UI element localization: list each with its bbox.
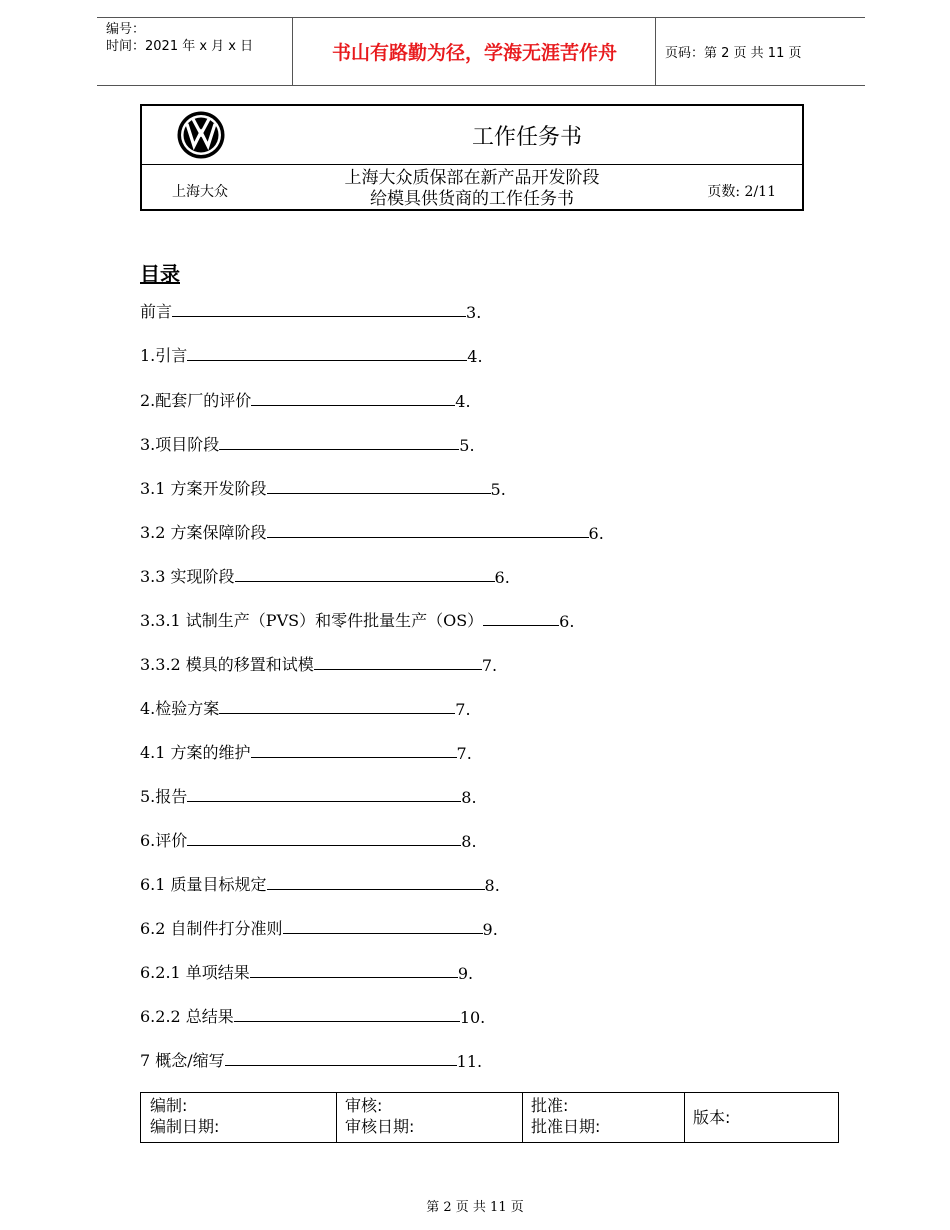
toc-page: 5. — [459, 436, 475, 455]
toc-page: 8. — [461, 832, 477, 851]
subtitle-line: 上海大众质保部在新产品开发阶段 — [344, 168, 600, 188]
toc-label: 3.2 方案保障阶段 — [140, 523, 267, 542]
toc-label: 6.2.2 总结果 — [140, 1007, 234, 1026]
compile-date-label: 编制日期: — [150, 1117, 220, 1136]
header-motto: 书山有路勤为径，学海无涯苦作舟 — [331, 42, 617, 64]
toc-leader — [251, 756, 457, 758]
title-divider — [142, 164, 802, 165]
toc-page: 5. — [490, 480, 506, 499]
page-count: 页数: 2/11 — [707, 184, 776, 200]
number-label: 编号： — [106, 22, 146, 37]
toc-leader — [234, 1020, 460, 1022]
toc-leader — [187, 359, 467, 361]
toc-page: 8. — [484, 876, 500, 895]
toc-leader — [251, 404, 455, 406]
toc-label: 1.引言 — [140, 346, 188, 365]
review-date-label: 审核日期: — [345, 1117, 415, 1136]
toc-leader — [283, 932, 483, 934]
toc-leader — [235, 580, 495, 582]
time-label: 时间：2021 年 x 月 x 日 — [106, 39, 254, 54]
toc-label: 3.3.1 试制生产（PVS）和零件批量生产（OS） — [140, 611, 484, 630]
toc-page: 11. — [456, 1052, 483, 1071]
toc-entry[interactable] — [140, 1003, 485, 1027]
toc-page: 9. — [457, 964, 474, 983]
compile-cell — [141, 1093, 336, 1142]
approve-date-label: 批准日期: — [531, 1117, 601, 1136]
toc-entry[interactable] — [140, 739, 472, 763]
title-box — [140, 104, 804, 211]
toc-leader — [187, 844, 461, 846]
toc-page: 6. — [588, 524, 604, 543]
toc-leader — [267, 492, 491, 494]
subtitle-line: 给模具供货商的工作任务书 — [370, 189, 574, 209]
toc-leader — [219, 448, 459, 450]
approve-label: 批准: — [531, 1096, 569, 1115]
toc-leader — [483, 624, 559, 626]
toc-entry[interactable] — [140, 475, 506, 499]
toc-entry[interactable] — [140, 871, 500, 895]
toc-page: 10. — [459, 1008, 486, 1027]
toc-entry[interactable] — [140, 431, 475, 455]
toc-entry[interactable] — [140, 915, 498, 939]
toc-page: 6. — [559, 612, 575, 631]
signoff-table — [140, 1092, 839, 1143]
header-page-label: 页码：第 2 页 共 11 页 — [665, 46, 802, 61]
toc-page: 7. — [456, 744, 472, 763]
toc-label: 4.1 方案的维护 — [140, 743, 251, 762]
approve-cell — [522, 1093, 684, 1142]
toc-label: 7 概念/缩写 — [140, 1051, 225, 1070]
toc-entry[interactable] — [140, 651, 497, 675]
toc-entry[interactable] — [140, 1047, 482, 1071]
toc-entry[interactable] — [140, 519, 604, 543]
toc-label: 前言 — [140, 302, 173, 321]
toc-label: 5.报告 — [140, 787, 188, 806]
toc-leader — [225, 1064, 457, 1066]
toc-label: 3.3 实现阶段 — [140, 567, 235, 586]
document-title: 工作任务书 — [471, 125, 582, 150]
toc-page: 9. — [482, 920, 498, 939]
toc-leader — [267, 536, 589, 538]
header-meta — [106, 21, 253, 55]
review-cell — [336, 1093, 522, 1142]
toc-page: 8. — [461, 788, 477, 807]
company-name: 上海大众 — [172, 184, 228, 200]
header-divider — [655, 18, 656, 85]
page-footer: 第 2 页 共 11 页 — [426, 1200, 524, 1215]
toc-leader — [187, 800, 461, 802]
toc-leader — [172, 315, 466, 317]
review-label: 审核: — [345, 1096, 383, 1115]
toc-entry[interactable] — [140, 695, 471, 719]
toc-page: 6. — [494, 568, 510, 587]
toc-label: 6.2 自制件打分准则 — [140, 919, 283, 938]
version-label: 版本: — [693, 1108, 731, 1127]
toc-page: 4. — [467, 347, 483, 366]
toc-label: 3.项目阶段 — [140, 435, 220, 454]
toc-leader — [219, 712, 455, 714]
toc-page: 7. — [455, 700, 471, 719]
toc-leader — [314, 668, 482, 670]
toc-entry[interactable] — [140, 607, 574, 631]
toc-label: 6.2.1 单项结果 — [140, 963, 250, 982]
toc-entry[interactable] — [140, 342, 483, 366]
toc-entry[interactable] — [140, 827, 477, 851]
toc-label: 4.检验方案 — [140, 699, 220, 718]
toc-label: 3.1 方案开发阶段 — [140, 479, 267, 498]
toc-entry[interactable] — [140, 298, 481, 322]
toc-label: 6.评价 — [140, 831, 188, 850]
toc-page: 7. — [481, 656, 498, 675]
toc-label: 6.1 质量目标规定 — [140, 875, 267, 894]
page-header — [97, 17, 865, 86]
toc-leader — [250, 976, 458, 978]
toc-entry[interactable] — [140, 959, 473, 983]
toc-page: 4. — [455, 392, 471, 411]
toc-heading: 目录 — [140, 262, 180, 286]
toc-entry[interactable] — [140, 563, 510, 587]
toc-label: 2.配套厂的评价 — [140, 391, 252, 410]
toc-entry[interactable] — [140, 783, 477, 807]
document-subtitle — [292, 168, 652, 210]
compile-label: 编制: — [150, 1096, 188, 1115]
toc-page: 3. — [466, 303, 482, 322]
version-cell — [684, 1093, 838, 1142]
toc-label: 3.3.2 模具的移置和试模 — [140, 655, 314, 674]
toc-leader — [267, 888, 485, 890]
toc-entry[interactable] — [140, 387, 471, 411]
